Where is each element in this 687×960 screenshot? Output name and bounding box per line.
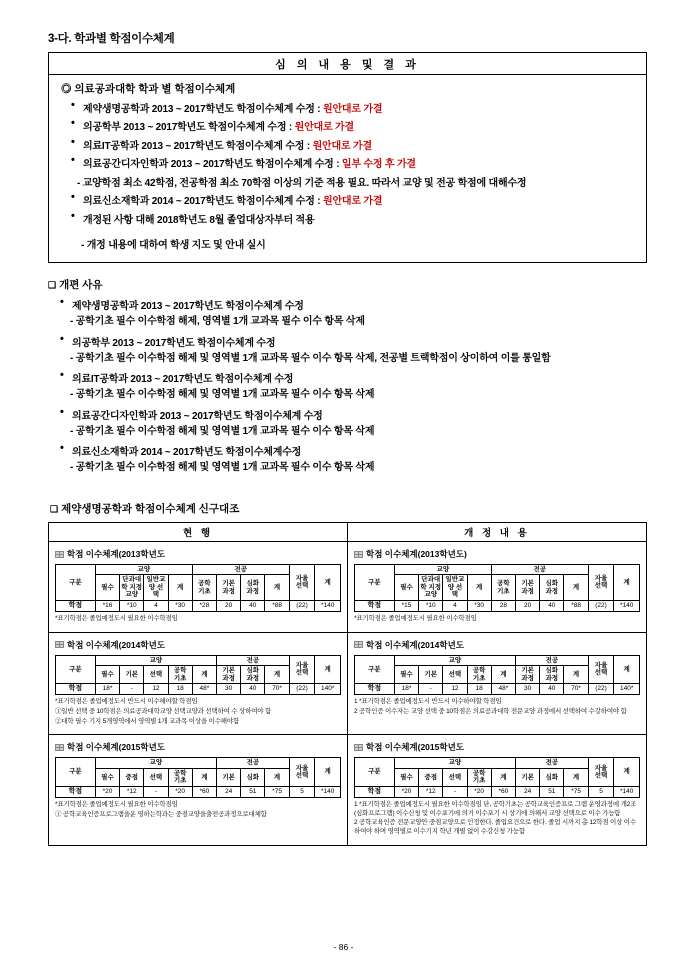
row-label: 학점 <box>355 684 395 695</box>
cell-value: 48* <box>192 684 216 695</box>
bullet-text: 의료공간디자인학과 2013 ~ 2017학년도 학점이수체계 수정 : <box>83 159 342 170</box>
cell-current-2014 <box>49 632 348 735</box>
sub-simhwa: 심화 과정 <box>241 666 265 684</box>
reason-list <box>60 334 647 349</box>
table-icon <box>354 551 363 558</box>
cell-value: *12 <box>120 786 144 797</box>
cell-value: 70* <box>564 684 588 695</box>
cell-caption: 학점 이수체계(2014학년도 <box>55 639 341 651</box>
sub-simhwa: 심화 과정 <box>540 666 564 684</box>
col-total: 계 <box>315 758 341 786</box>
column-header-current: 현 행 <box>49 523 348 542</box>
list-item <box>71 100 636 115</box>
sub-gye1: 계 <box>168 575 192 600</box>
row-label: 학점 <box>56 786 96 797</box>
cell-current-2015 <box>49 735 348 846</box>
cell-value: (22) <box>289 600 315 611</box>
sub-gibon: 기본 과정 <box>515 575 539 600</box>
sub-gye1: 계 <box>192 768 216 786</box>
square-bullet-icon: ❑ <box>48 280 57 290</box>
table-note: ①일반 선택 중 10학점은 의료공과대학교양 선택교양과 선택하여 수 상하여야 함 <box>55 707 272 715</box>
sub-simhwa: 심화 <box>241 768 265 786</box>
cell-value: *30 <box>467 600 491 611</box>
cell-value: (22) <box>588 684 614 695</box>
col-jayul: 자율 선택 <box>289 565 315 601</box>
cell-value: 30 <box>515 684 539 695</box>
cell-value: 4 <box>443 600 467 611</box>
credit-table-2015-current <box>55 757 341 797</box>
credit-table-2013-revised <box>354 564 640 612</box>
cell-value: 24 <box>515 786 539 797</box>
cell-value: (22) <box>289 684 315 695</box>
sub-simhwa: 심화 과정 <box>241 575 265 600</box>
reason-list <box>60 297 647 312</box>
list-item <box>71 137 636 152</box>
sub-seontaek: 선택 <box>443 666 467 684</box>
cell-value: - <box>144 786 168 797</box>
col-gyoyang: 교양 <box>95 655 216 665</box>
cell-value: 40 <box>241 600 265 611</box>
cell-caption: 학점 이수체계(2013학년도) <box>354 548 640 560</box>
reason-list <box>60 407 647 422</box>
sub-danwadae: 단과대 학 지정 교양 <box>420 576 442 599</box>
cell-value: *20 <box>168 786 192 797</box>
sub-gonghak: 공학 기초 <box>467 768 491 786</box>
bullet-result: 일부 수정 후 가결 <box>341 159 416 170</box>
cell-value: *28 <box>192 600 216 611</box>
row-label: 학점 <box>56 684 96 695</box>
cell-value: *140 <box>315 786 341 797</box>
document-page-2 <box>0 480 687 960</box>
cell-value: *20 <box>467 786 491 797</box>
sub-gibon: 기본 <box>216 768 240 786</box>
panel-bullet-list <box>71 100 636 171</box>
sub-gibon: 기본 <box>419 666 443 684</box>
cell-value: *88 <box>265 600 289 611</box>
cell-value: 5 <box>588 786 614 797</box>
cell-value: *20 <box>95 786 119 797</box>
sub-gye2: 계 <box>265 575 289 600</box>
list-item <box>71 211 636 226</box>
col-jayul: 자율 선택 <box>289 655 315 683</box>
cell-value: *16 <box>95 600 119 611</box>
cell-value: *12 <box>419 786 443 797</box>
comparison-title <box>50 501 647 516</box>
cell-value: 40 <box>540 684 564 695</box>
cell-value: *60 <box>192 786 216 797</box>
table-note: 1 *표기학점은 졸업예정도시 필요한 이수학점임 단, 공학기초는 공학교육인증프로 그램 운영과정에 개2조(심화프로그램) 이수신청 및 이수포기에 의거 이수포기 시 상기에 의해서 교양 선택으로 이수 가능함 <box>354 800 637 817</box>
col-gyoyang: 교양 <box>394 758 515 768</box>
col-gubun: 구분 <box>56 758 96 786</box>
table-note: 2 공학인증 이수자는 교양 선택 중 10학점은 의료공과대학 전문교양 과정에서 선택하여 수강하여야 함 <box>354 707 627 715</box>
col-jayul: 자율 선택 <box>588 655 614 683</box>
sub-simhwa: 심화 과정 <box>540 575 564 600</box>
col-gubun: 구분 <box>355 758 395 786</box>
cell-value: 18* <box>394 684 418 695</box>
cell-value: *140 <box>614 786 640 797</box>
square-bullet-icon: ❑ <box>50 504 59 514</box>
cell-value: *10 <box>419 600 443 611</box>
col-gyoyang: 교양 <box>394 655 515 665</box>
cell-value: 40 <box>241 684 265 695</box>
sub-pilsu: 필수 <box>95 575 119 600</box>
sub-gye1: 계 <box>192 666 216 684</box>
list-item <box>71 118 636 133</box>
cell-value: *88 <box>564 600 588 611</box>
list-item: • 의료IT공학과 2013 ~ 2017학년도 학점이수체계 수정 <box>60 370 647 385</box>
comparison-title-label: 제약생명공학과 학점이수체계 신구대조 <box>61 503 240 515</box>
sub-gonghak: 공학 기초 <box>491 575 515 600</box>
cell-value: (22) <box>588 600 614 611</box>
cell-value: *75 <box>265 786 289 797</box>
cell-value: 140* <box>614 684 640 695</box>
sub-jungjeom: 중점 <box>120 768 144 786</box>
list-item: • 의료신소재학과 2014 ~ 2017학년도 학점이수체계수정 <box>60 443 647 458</box>
table-note: *표기학점은 졸업예정도시 필요한 이수학점임 <box>354 614 477 622</box>
credit-table-2014-current <box>55 655 341 695</box>
bullet-text: 개정된 사항 대해 2018학년도 8월 졸업대상자부터 적용 <box>83 214 315 226</box>
bullet-result: 원안대로 가결 <box>323 196 383 207</box>
cell-value: 30 <box>216 684 240 695</box>
cell-value: 70* <box>265 684 289 695</box>
sub-gye2: 계 <box>564 768 588 786</box>
bullet-text: 의료신소재학과 2014 ~ 2017학년도 학점이수체계 수정 : <box>83 196 323 207</box>
cell-value: - <box>443 786 467 797</box>
table-note: 1 *표기학점은 졸업예정도시 반드시 이수하야할 학점임 <box>354 698 502 706</box>
cell-revised-2013 <box>348 542 647 633</box>
table-icon <box>354 641 363 648</box>
cell-value: *140 <box>315 600 341 611</box>
deliberation-panel <box>48 52 647 263</box>
col-jayul: 자율 선택 <box>289 758 315 786</box>
sub-gonghak: 공학 기초 <box>467 666 491 684</box>
cell-caption: 학점 이수체계(2014학년도 <box>354 639 640 651</box>
col-gyoyang: 교양 <box>95 565 192 575</box>
reason-heading <box>48 277 647 292</box>
cell-value: 51 <box>540 786 564 797</box>
sub-gibongwajeong: 기본 과정 <box>515 666 539 684</box>
row-label: 학점 <box>355 600 395 611</box>
sub-gye2: 계 <box>564 666 588 684</box>
cell-value: 140* <box>315 684 341 695</box>
cell-value: *20 <box>394 786 418 797</box>
sub-pilsu: 필수 <box>394 768 418 786</box>
bullet-text: 의료IT공학과 2013 ~ 2017학년도 학점이수체계 수정 : <box>83 140 313 152</box>
sub-gibon: 기본 <box>120 666 144 684</box>
cell-value: 20 <box>515 600 539 611</box>
credit-table-2015-revised <box>354 757 640 797</box>
col-total: 계 <box>614 565 640 601</box>
col-jayul: 자율 선택 <box>588 758 614 786</box>
panel-subnote: - 교양학점 최소 42학점, 전공학점 최소 70학점 이상의 기준 적용 필요. 따라서 교양 및 전공 학점에 대해수정 <box>77 177 527 189</box>
reason-sub: - 공학기초 필수 이수학점 해제 및 영역별 1개 교과목 필수 이수 항목 삭제 <box>70 462 375 473</box>
reason-sub: - 공학기초 필수 이수학점 해제, 영역별 1개 교과목 필수 이수 항목 삭제 <box>70 316 365 327</box>
sub-ilban: 일반교 양 선 택 <box>144 575 168 600</box>
row-label: 학점 <box>56 600 96 611</box>
row-label: 학점 <box>355 786 395 797</box>
comparison-table <box>48 522 647 846</box>
cell-value: *75 <box>564 786 588 797</box>
cell-value: 18* <box>95 684 119 695</box>
reason-list <box>60 443 647 458</box>
reason-sub: - 공학기초 필수 이수학점 해제 및 영역별 1개 교과목 필수 이수 항목 삭제, 전공별 트랙학점이 상이하여 이를 통일함 <box>70 352 551 364</box>
col-jeongong: 전공 <box>491 565 588 575</box>
list-item: • 제약생명공학과 2013 ~ 2017학년도 학점이수체계 수정 <box>60 297 647 312</box>
col-jeongong: 전공 <box>515 758 588 768</box>
cell-revised-2015 <box>348 735 647 846</box>
cell-value: 4 <box>144 600 168 611</box>
panel-header: 심 의 내 용 및 결 과 <box>49 53 646 75</box>
col-gubun: 구분 <box>56 565 96 601</box>
table-note: *표기학점은 졸업예정도시 필요한 이수학점임 <box>55 614 178 622</box>
page-title: 3-다. 학과별 학점이수체계 <box>48 33 175 45</box>
col-total: 계 <box>315 655 341 683</box>
sub-jungjeom: 중점 <box>419 768 443 786</box>
list-item: • 의공학부 2013 ~ 2017학년도 학점이수체계 수정 <box>60 334 647 349</box>
reason-heading-label: 개편 사유 <box>59 279 103 291</box>
page-number: - 86 - <box>333 942 354 952</box>
bullet-result: 원안대로 가결 <box>294 122 354 133</box>
table-note: 2 공학교육인증 전문교양안 중점교양으로 인정한다. 졸업요건으로 한다. 졸업 시까지 총 12학점 이상 이수하여야 하며 영역별로 이수기지 학년 개별 없이 수강신청 가능함 <box>354 819 636 836</box>
col-gyoyang: 교양 <box>394 565 491 575</box>
cell-value: 28 <box>491 600 515 611</box>
sub-gye1: 계 <box>491 666 515 684</box>
cell-value: 18 <box>467 684 491 695</box>
col-total: 계 <box>614 758 640 786</box>
sub-pilsu: 필수 <box>394 666 418 684</box>
cell-value: 20 <box>216 600 240 611</box>
sub-gonghak: 공학 기초 <box>192 575 216 600</box>
cell-value: 51 <box>241 786 265 797</box>
table-note: *표기학점은 졸업예정도시 필요한 이수학점임 <box>55 800 178 808</box>
list-item <box>71 192 636 207</box>
sub-simhwa: 심화 <box>540 768 564 786</box>
credit-table-2014-revised <box>354 655 640 695</box>
reason-sub: - 공학기초 필수 이수학점 해제 및 영역별 1개 교과목 필수 이수 항목 삭제 <box>70 389 375 400</box>
sub-seontaek: 선택 <box>144 768 168 786</box>
sub-pilsu: 필수 <box>95 768 119 786</box>
cell-caption: 학점 이수체계(2013학년도 <box>55 548 341 560</box>
col-jeongong: 전공 <box>216 758 289 768</box>
sub-pilsu: 필수 <box>394 575 418 600</box>
sub-gibon: 기본 과정 <box>216 575 240 600</box>
cell-value: 12 <box>443 684 467 695</box>
cell-value: *140 <box>614 600 640 611</box>
col-total: 계 <box>614 655 640 683</box>
reason-list <box>60 370 647 385</box>
cell-caption: 학점 이수체계(2015학년도 <box>55 741 341 753</box>
table-icon <box>55 551 64 558</box>
cell-value: 24 <box>216 786 240 797</box>
table-row <box>49 542 647 633</box>
bullet-text: 의공학부 2013 ~ 2017학년도 학점이수체계 수정 : <box>83 122 295 133</box>
table-row <box>49 632 647 735</box>
cell-value: 18 <box>168 684 192 695</box>
cell-value: *30 <box>168 600 192 611</box>
column-header-revised: 개 정 내 용 <box>348 523 647 542</box>
sub-gye2: 계 <box>265 666 289 684</box>
list-item <box>71 155 636 170</box>
table-note: ②대학 필수 기지 5개영역에서 영역별 1개 교과목 이상을 이수해야함 <box>55 717 240 725</box>
cell-revised-2014 <box>348 632 647 735</box>
cell-value: - <box>419 684 443 695</box>
cell-caption: 학점 이수체계(2015학년도 <box>354 741 640 753</box>
bullet-result: 원안대로 가결 <box>323 103 383 115</box>
sub-gye2: 계 <box>564 575 588 600</box>
sub-gonghak: 공학 기초 <box>168 768 192 786</box>
sub-pilsu: 필수 <box>95 666 119 684</box>
col-gyoyang: 교양 <box>95 758 216 768</box>
cell-value: 48* <box>491 684 515 695</box>
reason-sub: - 공학기초 필수 이수학점 해제 및 영역별 1개 교과목 필수 이수 항목 삭제 <box>70 425 375 437</box>
col-gubun: 구분 <box>56 655 96 683</box>
sub-seontaek: 선택 <box>443 768 467 786</box>
cell-value: *60 <box>491 786 515 797</box>
sub-gye1: 계 <box>491 768 515 786</box>
cell-value: 5 <box>289 786 315 797</box>
cell-value: - <box>120 684 144 695</box>
col-jeongong: 전공 <box>192 565 289 575</box>
panel-bullet-list-2 <box>71 192 636 226</box>
sub-ilban: 일반교 양 선 택 <box>443 575 467 600</box>
table-icon <box>55 641 64 648</box>
col-gubun: 구분 <box>355 655 395 683</box>
sub-danwadae: 단과대 학 지정 교양 <box>121 576 143 599</box>
cell-value: *15 <box>394 600 418 611</box>
table-icon <box>55 744 64 751</box>
sub-gibongwajeong: 기본 과정 <box>216 666 240 684</box>
panel-tail-note: - 개정 내용에 대하여 학생 지도 및 안내 실시 <box>81 239 266 251</box>
cell-value: 40 <box>540 600 564 611</box>
sub-gye1: 계 <box>467 575 491 600</box>
table-note: ① 공학교육인증프로그램을운 영하는학과는 중점교양을출전공과정으로대체함 <box>55 810 267 818</box>
col-gubun: 구분 <box>355 565 395 601</box>
table-row <box>49 735 647 846</box>
col-jayul: 자율 선택 <box>588 565 614 601</box>
table-icon <box>354 744 363 751</box>
sub-seontaek: 선택 <box>144 666 168 684</box>
cell-value: 12 <box>144 684 168 695</box>
bullet-text: 제약생명공학과 2013 ~ 2017학년도 학점이수체계 수정 : <box>83 103 323 115</box>
table-note: *표기학점은 졸업예정도시 반드시 이수해야할 학점임 <box>55 698 198 706</box>
col-total: 계 <box>315 565 341 601</box>
col-jeongong: 전공 <box>515 655 588 665</box>
list-item: • 의료공간디자인학과 2013 ~ 2017학년도 학점이수체계 수정 <box>60 407 647 422</box>
credit-table-2013-current <box>55 564 341 612</box>
cell-current-2013 <box>49 542 348 633</box>
sub-gibon: 기본 <box>515 768 539 786</box>
sub-gonghak: 공학 기초 <box>168 666 192 684</box>
cell-value: *10 <box>120 600 144 611</box>
bullet-result: 원안대로 가결 <box>312 140 372 152</box>
panel-lead: ◎ 의료공과대학 학과 별 학점이수체계 <box>61 83 236 95</box>
col-jeongong: 전공 <box>216 655 289 665</box>
sub-gye2: 계 <box>265 768 289 786</box>
